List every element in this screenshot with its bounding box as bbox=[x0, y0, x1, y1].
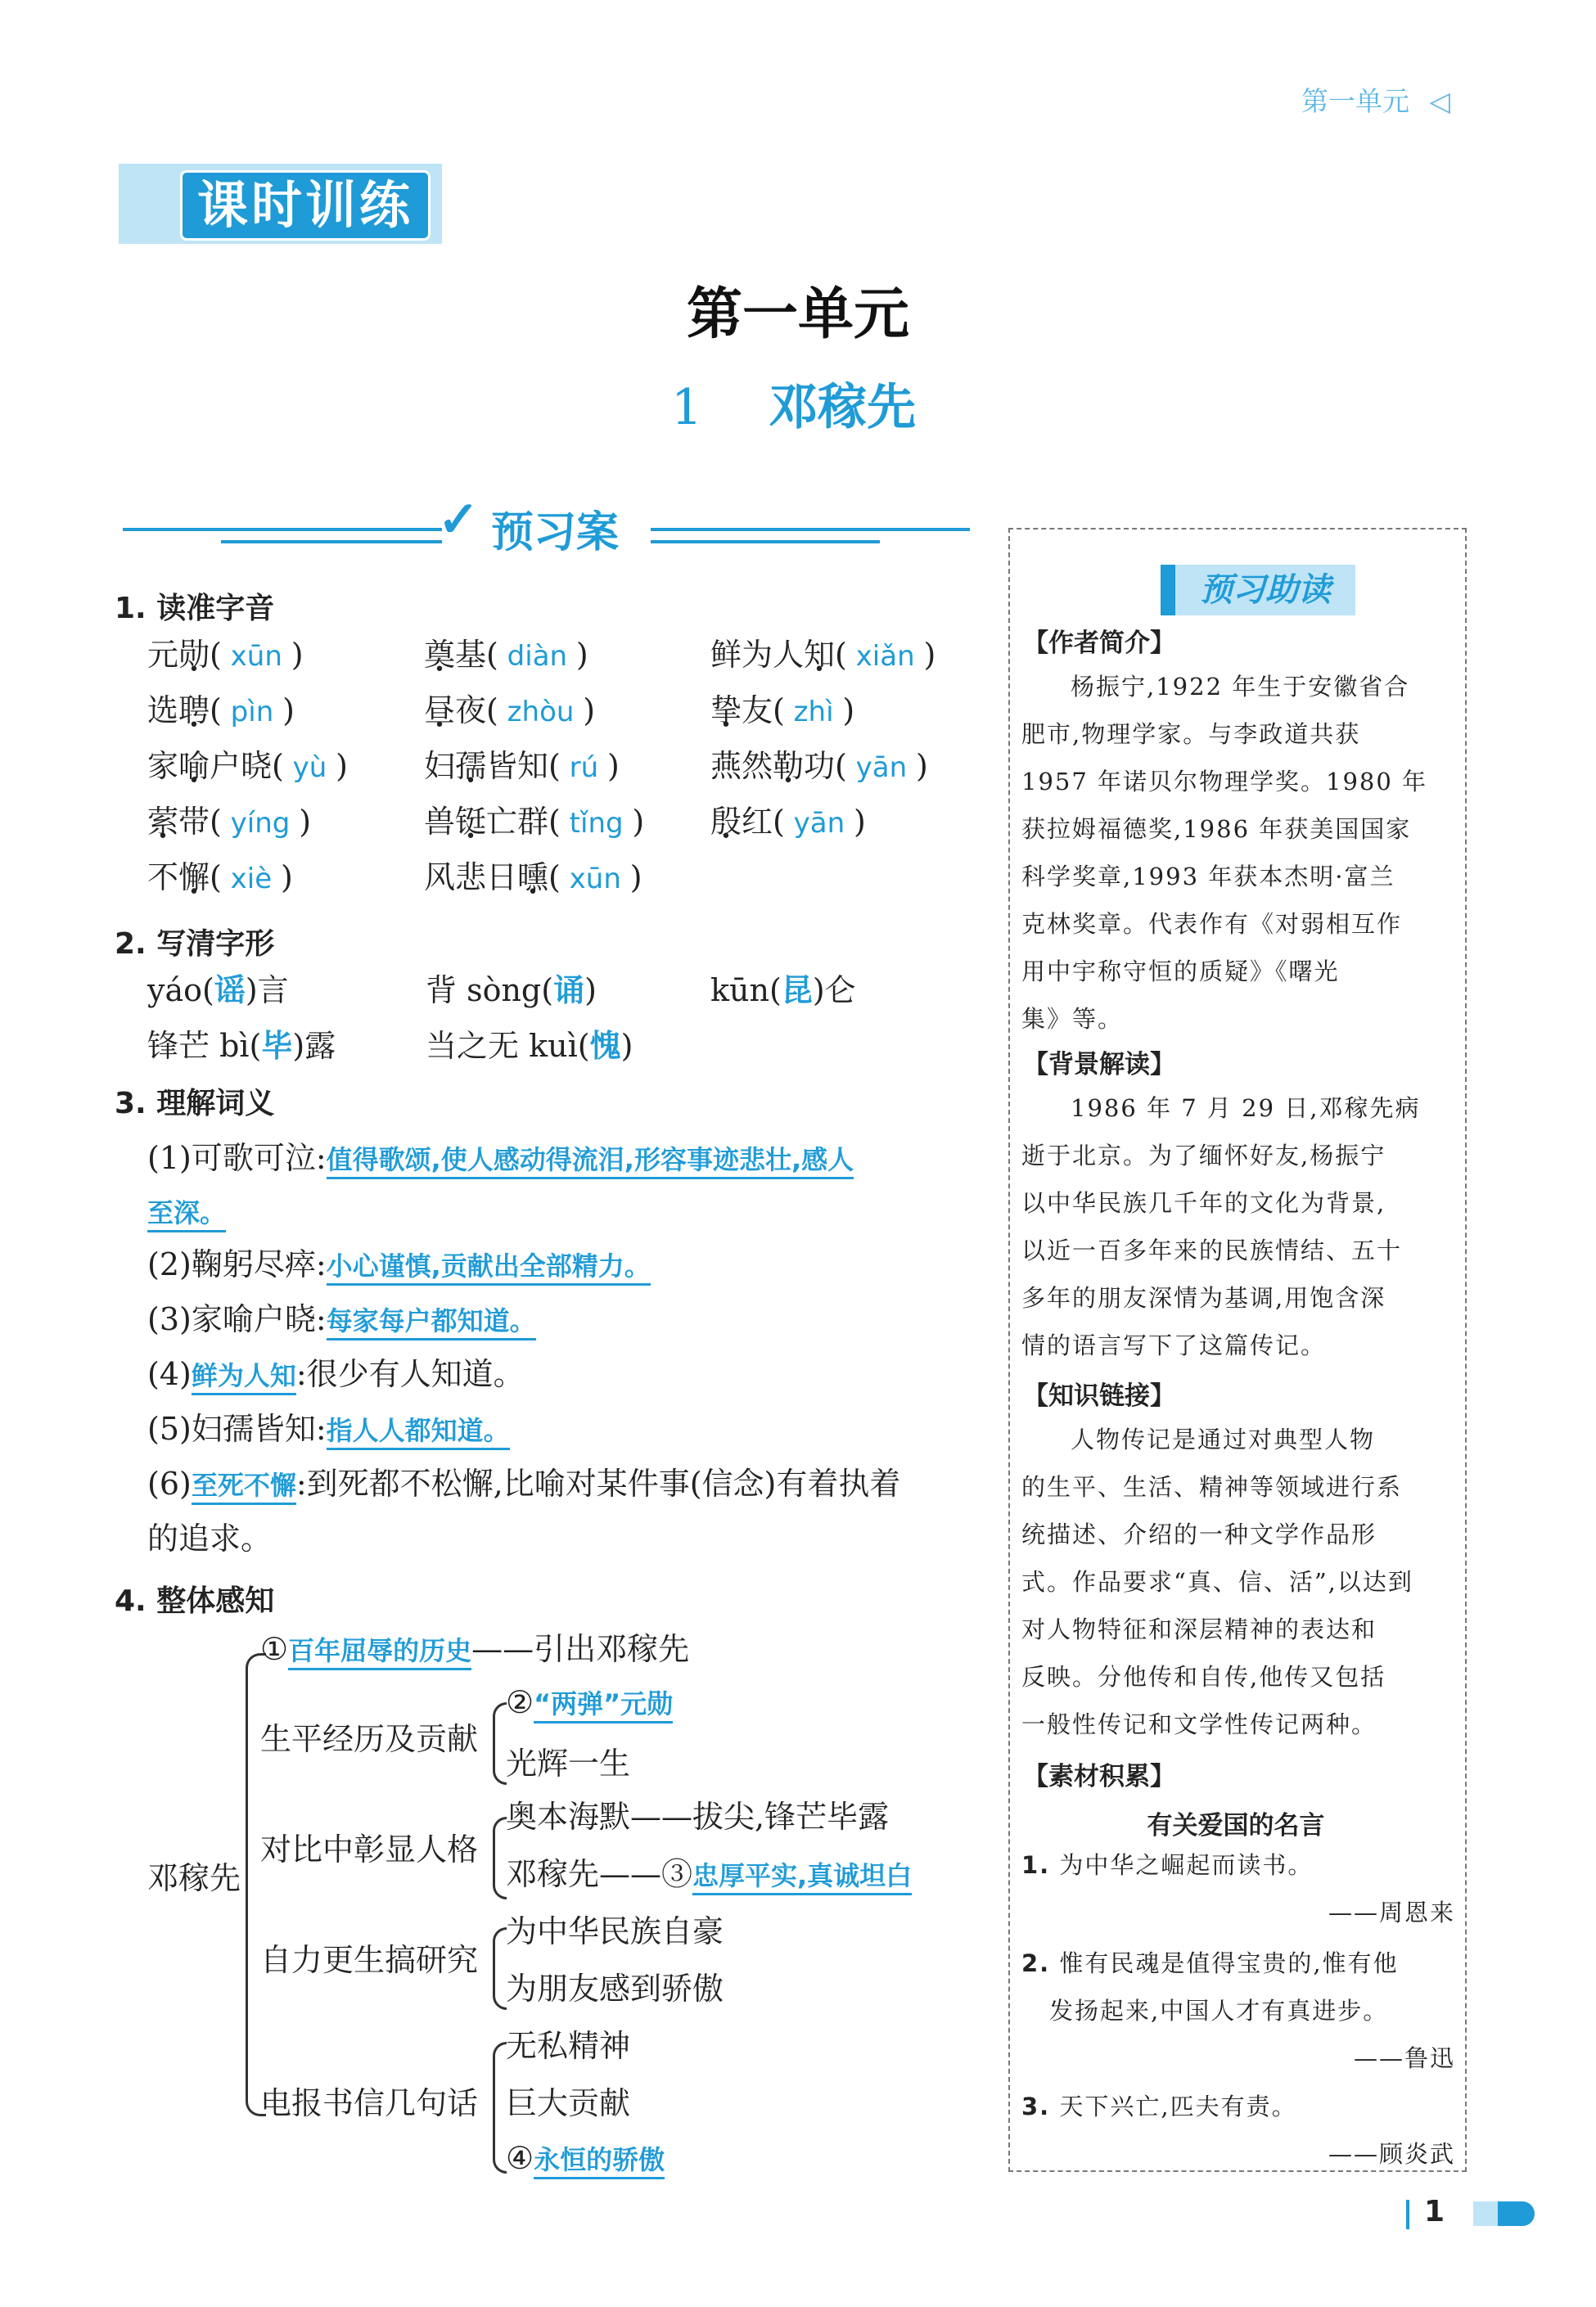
q2-item-pre: kūn( bbox=[710, 972, 782, 1008]
q1-item bbox=[710, 801, 866, 844]
q3-item-5 bbox=[147, 1408, 510, 1451]
q1-target-char: 铤 bbox=[455, 804, 487, 840]
sidebar-p3 bbox=[1021, 1416, 1455, 1748]
q3-answer: 至深。 bbox=[147, 1197, 226, 1232]
paren: ( bbox=[210, 692, 222, 728]
section-rule-left2 bbox=[221, 540, 442, 543]
q1-target-char: 勋 bbox=[178, 637, 210, 673]
quote-text: 天下兴亡,匹夫有责。 bbox=[1059, 2093, 1297, 2120]
q1-item bbox=[710, 634, 936, 677]
q1-target-char: 知 bbox=[804, 637, 836, 673]
q3-heading: 3. 理解词义 bbox=[115, 1087, 275, 1120]
q4-num: ② bbox=[506, 1684, 534, 1720]
paren: ( bbox=[486, 692, 498, 728]
q1-word-part: 鲜为人 bbox=[710, 637, 805, 673]
q4-answer: 百年屈辱的历史 bbox=[288, 1635, 471, 1670]
q4-branch-5-c3 bbox=[506, 2138, 665, 2180]
quote-2-line bbox=[1021, 1940, 1455, 1987]
q4-num: ① bbox=[260, 1631, 289, 1667]
q4-branch-3-c2 bbox=[506, 1854, 912, 1896]
paren: ) bbox=[282, 692, 295, 728]
sidebar-line: 式。作品要求“真、信、活”,以达到 bbox=[1021, 1568, 1413, 1596]
paren: ( bbox=[210, 859, 222, 895]
sidebar-line: 统描述、介绍的一种文学作品形 bbox=[1021, 1521, 1377, 1548]
paren: ( bbox=[548, 859, 561, 895]
q2-item-post: )言 bbox=[245, 972, 289, 1008]
sidebar-line: 科学奖章,1993 年获本杰明·富兰 bbox=[1021, 863, 1395, 890]
q1-pinyin-answer: zhì bbox=[784, 696, 843, 728]
q1-word-part: 户晓 bbox=[210, 748, 273, 784]
q4-branch-4-c1: 为中华民族自豪 bbox=[506, 1913, 724, 1949]
q2-item-pre: 背 sòng( bbox=[426, 972, 554, 1008]
quote-author: ——鲁迅 bbox=[1353, 2044, 1455, 2072]
sidebar-title-label: 预习助读 bbox=[1200, 571, 1331, 609]
q3-num: (6) bbox=[147, 1466, 192, 1502]
q1-target-char: 殷 bbox=[710, 804, 742, 840]
sidebar-h2: 【背景解读】 bbox=[1023, 1050, 1175, 1079]
quote-num: 3. bbox=[1021, 2093, 1051, 2120]
q1-item bbox=[147, 857, 293, 899]
q1-word-part: 元 bbox=[147, 637, 179, 673]
q4-text: ——引出邓稼先 bbox=[471, 1631, 690, 1667]
q4-num: ④ bbox=[506, 2140, 534, 2176]
paren: ( bbox=[548, 804, 561, 840]
sidebar-h4: 【素材积累】 bbox=[1023, 1762, 1175, 1791]
quote-num: 1. bbox=[1021, 1851, 1051, 1879]
quote-author: ——顾炎武 bbox=[1328, 2140, 1455, 2168]
q1-target-char: 聘 bbox=[178, 692, 210, 728]
q2-item-5 bbox=[426, 1025, 633, 1066]
sidebar-line: 1957 年诺贝尔物理学奖。1980 年 bbox=[1021, 768, 1428, 795]
check-icon: ✓ bbox=[438, 491, 480, 548]
unit-tag-label: 第一单元 bbox=[1301, 85, 1409, 117]
sidebar-line: 杨振宁,1922 年生于安徽省合 bbox=[1071, 673, 1410, 701]
q1-word-part: 不 bbox=[147, 859, 179, 895]
q3-answer: 鲜为人知 bbox=[192, 1360, 296, 1395]
q1-word-part: 功 bbox=[804, 748, 836, 784]
q1-word-part: 红 bbox=[742, 804, 773, 840]
lesson-title bbox=[671, 368, 916, 439]
quote-title: 有关爱国的名言 bbox=[1147, 1811, 1325, 1841]
q4-branch-1 bbox=[260, 1629, 689, 1671]
paren: ) bbox=[575, 637, 588, 673]
q1-heading: 1. 读准字音 bbox=[115, 592, 275, 625]
paren: ) bbox=[336, 748, 348, 784]
sidebar-line: 反映。分他传和自传,他传又包括 bbox=[1021, 1663, 1386, 1691]
paren: ( bbox=[835, 637, 847, 673]
q2-answer: 谣 bbox=[214, 972, 246, 1008]
q2-item-2 bbox=[426, 970, 597, 1011]
sidebar-line: 集》等。 bbox=[1021, 1005, 1124, 1033]
quote-text: 为中华之崛起而读书。 bbox=[1059, 1851, 1314, 1879]
paren: ) bbox=[607, 748, 620, 784]
q3-item-3 bbox=[147, 1299, 536, 1341]
unit-tag bbox=[1301, 80, 1450, 119]
q3-item-6b bbox=[147, 1518, 272, 1559]
q3-term: (1)可歌可泣: bbox=[147, 1140, 327, 1176]
q4-branch-2-c2: 光辉一生 bbox=[506, 1746, 631, 1782]
paren: ( bbox=[486, 637, 498, 673]
sidebar-line: 逝于北京。为了缅怀好友,杨振宁 bbox=[1021, 1142, 1386, 1169]
q1-item bbox=[147, 801, 311, 844]
q4-branch-3: 对比中彰显人格 bbox=[260, 1832, 479, 1868]
q1-pinyin-answer: tǐng bbox=[560, 807, 633, 840]
paren: ) bbox=[299, 804, 312, 840]
sidebar-h3: 【知识链接】 bbox=[1023, 1381, 1175, 1411]
q4-brace-5 bbox=[493, 2042, 507, 2174]
quote-3 bbox=[1021, 2083, 1455, 2178]
sidebar-line: 以近一百多年来的民族情结、五十 bbox=[1021, 1237, 1403, 1264]
q1-word-part: 带 bbox=[178, 804, 210, 840]
q2-item-3 bbox=[710, 970, 856, 1011]
section-title: 预习案 bbox=[491, 508, 620, 557]
q1-item bbox=[424, 634, 588, 677]
quote-author: ——周恩来 bbox=[1328, 1899, 1455, 1926]
q1-target-char: 喻 bbox=[178, 748, 210, 784]
quote-num: 2. bbox=[1021, 1949, 1051, 1977]
q1-target-char: 勒 bbox=[773, 748, 805, 784]
sidebar-line: 人物传记是通过对典型人物 bbox=[1071, 1426, 1376, 1453]
q1-pinyin-answer: yù bbox=[283, 751, 336, 784]
paren: ( bbox=[835, 748, 847, 784]
q4-heading: 4. 整体感知 bbox=[115, 1584, 275, 1618]
paren: ) bbox=[280, 859, 293, 895]
paren: ) bbox=[853, 804, 866, 840]
q4-branch-3-c1: 奥本海默——拔尖,锋芒毕露 bbox=[506, 1799, 890, 1835]
paren: ) bbox=[629, 859, 642, 895]
q4-answer: 忠厚平实,真诚坦白 bbox=[692, 1860, 912, 1895]
quote-text: 惟有民魂是值得宝贵的,惟有他 bbox=[1059, 1949, 1399, 1977]
q4-branch-5-c1: 无私精神 bbox=[506, 2028, 631, 2064]
quote-2 bbox=[1021, 1940, 1455, 2082]
q2-item-pre: 当之无 kuì( bbox=[426, 1028, 590, 1064]
q1-item bbox=[424, 690, 595, 732]
paren: ( bbox=[272, 748, 284, 784]
q4-branch-4-c2: 为朋友感到骄傲 bbox=[506, 1971, 724, 2007]
q3-term: (3)家喻户晓: bbox=[147, 1301, 327, 1337]
q1-target-char: 奠 bbox=[424, 637, 456, 673]
q1-target-char: 懈 bbox=[178, 859, 210, 895]
page-number: 1 bbox=[1424, 2195, 1445, 2228]
q1-word-part: 燕然 bbox=[710, 748, 773, 784]
paren: ( bbox=[210, 637, 222, 673]
quote-3-line bbox=[1021, 2083, 1455, 2130]
q3-answer: 每家每户都知道。 bbox=[327, 1305, 536, 1340]
q4-branch-2: 生平经历及贡献 bbox=[260, 1721, 479, 1757]
paren: ) bbox=[916, 748, 928, 784]
sidebar-line: 一般性传记和文学性传记两种。 bbox=[1021, 1710, 1377, 1738]
q1-pinyin-answer: xūn bbox=[221, 640, 291, 673]
q3-term: (2)鞠躬尽瘁: bbox=[147, 1246, 327, 1282]
paren: ) bbox=[923, 637, 936, 673]
q1-target-char: 昼 bbox=[424, 692, 456, 728]
sidebar-p1 bbox=[1021, 663, 1455, 1043]
q3-item-4 bbox=[147, 1354, 525, 1396]
sidebar-line: 情的语言写下了这篇传记。 bbox=[1021, 1331, 1327, 1359]
q2-item-post: ) bbox=[620, 1028, 633, 1064]
q3-def: :到死都不松懈,比喻对某件事(信念)有着执着 bbox=[295, 1466, 901, 1502]
q1-pinyin-answer: xiǎn bbox=[846, 640, 924, 673]
q4-branch-5-c2: 巨大贡献 bbox=[506, 2085, 631, 2121]
banner-label: 课时训练 bbox=[180, 170, 431, 241]
q2-answer: 昆 bbox=[781, 972, 813, 1008]
q1-item bbox=[710, 746, 928, 788]
sidebar-line: 克林奖章。代表作有《对弱相互作 bbox=[1021, 910, 1403, 938]
sidebar-title bbox=[1161, 565, 1355, 615]
q2-answer: 毕 bbox=[261, 1028, 293, 1064]
q3-item-1b bbox=[147, 1191, 226, 1233]
q1-target-char: 萦 bbox=[147, 804, 179, 840]
section-rule-right2 bbox=[651, 540, 880, 543]
q1-pinyin-answer: xūn bbox=[560, 863, 630, 895]
unit-title: 第一单元 bbox=[686, 282, 909, 347]
q1-pinyin-answer: pìn bbox=[221, 696, 283, 728]
paren: ( bbox=[773, 804, 785, 840]
q3-item-1 bbox=[147, 1138, 854, 1180]
q1-item bbox=[424, 801, 644, 844]
q4-branch-4: 自力更生搞研究 bbox=[260, 1942, 479, 1978]
q1-word-part: 基 bbox=[455, 637, 487, 673]
q1-word-part: 兽 bbox=[424, 804, 456, 840]
page-tab-accent bbox=[1498, 2201, 1535, 2226]
sidebar-line: 用中宇称守恒的质疑》《曙光 bbox=[1021, 957, 1340, 985]
q4-brace-3 bbox=[493, 1817, 507, 1899]
q1-item bbox=[147, 690, 295, 732]
q1-target-char: 曛 bbox=[517, 859, 549, 895]
q1-word-part: 亡群 bbox=[486, 804, 549, 840]
sidebar-line: 多年的朋友深情为基调,用饱含深 bbox=[1021, 1284, 1386, 1312]
section-rule-left bbox=[123, 528, 442, 531]
q4-branch-2-c1 bbox=[506, 1682, 673, 1724]
q3-answer: 值得歌颂,使人感动得流泪,形容事迹悲壮,感人 bbox=[327, 1144, 854, 1179]
paren: ) bbox=[583, 692, 596, 728]
sidebar-line: 的生平、生活、精神等领域进行系 bbox=[1021, 1473, 1403, 1501]
q3-def-cont: 的追求。 bbox=[147, 1521, 273, 1557]
q4-branch-5: 电报书信几句话 bbox=[260, 2085, 479, 2121]
q3-answer: 指人人都知道。 bbox=[327, 1415, 510, 1450]
q1-item bbox=[424, 857, 642, 899]
q2-heading: 2. 写清字形 bbox=[115, 927, 275, 961]
sidebar-line: 1986 年 7 月 29 日,邓稼先病 bbox=[1071, 1094, 1421, 1122]
q2-answer: 愧 bbox=[589, 1028, 621, 1064]
q2-answer: 诵 bbox=[553, 972, 585, 1008]
q4-answer: “两弹”元勋 bbox=[534, 1688, 673, 1723]
sidebar-line: 对人物特征和深层精神的表达和 bbox=[1021, 1615, 1377, 1643]
q1-word-part: 皆知 bbox=[486, 748, 549, 784]
q3-def: :很少有人知道。 bbox=[295, 1356, 525, 1392]
sidebar-p2 bbox=[1021, 1084, 1455, 1369]
q1-word-part: 妇 bbox=[424, 748, 456, 784]
q1-word-part: 风悲日 bbox=[424, 859, 518, 895]
q3-item-2 bbox=[147, 1244, 651, 1286]
quote-1 bbox=[1021, 1841, 1455, 1936]
q3-item-6 bbox=[147, 1463, 900, 1506]
sidebar-line: 以中华民族几千年的文化为背景, bbox=[1021, 1189, 1386, 1217]
q1-pinyin-answer: yíng bbox=[221, 807, 300, 840]
q1-item bbox=[147, 746, 348, 788]
page-number-bar bbox=[1406, 2200, 1409, 2229]
q1-word-part: 夜 bbox=[455, 692, 487, 728]
sidebar-line: 获拉姆福德奖,1986 年获美国国家 bbox=[1021, 815, 1412, 843]
q3-num: (4) bbox=[147, 1356, 192, 1392]
lesson-banner bbox=[119, 164, 442, 244]
q2-item-post: ) bbox=[584, 972, 597, 1008]
paren: ) bbox=[291, 637, 304, 673]
q1-pinyin-answer: zhòu bbox=[498, 696, 584, 728]
paren: ) bbox=[632, 804, 645, 840]
q2-item-post: )露 bbox=[292, 1028, 336, 1064]
q1-item bbox=[710, 690, 854, 732]
q4-brace-2 bbox=[493, 1702, 507, 1785]
q1-pinyin-answer: diàn bbox=[498, 640, 576, 673]
lesson-name: 邓稼先 bbox=[769, 379, 917, 436]
q1-word-part: 选 bbox=[147, 692, 179, 728]
q1-word-part: 友 bbox=[742, 692, 773, 728]
q4-answer: 永恒的骄傲 bbox=[534, 2144, 665, 2179]
sidebar-h1: 【作者简介】 bbox=[1023, 629, 1175, 658]
quote-1-line bbox=[1021, 1841, 1455, 1889]
q4-root: 邓稼先 bbox=[147, 1860, 241, 1896]
section-rule-right bbox=[651, 528, 970, 531]
paren: ( bbox=[210, 804, 222, 840]
q1-pinyin-answer: yān bbox=[784, 807, 854, 840]
q1-target-char: 挚 bbox=[710, 692, 742, 728]
q1-item bbox=[147, 634, 304, 677]
q3-term: (5)妇孺皆知: bbox=[147, 1411, 327, 1447]
quote-text: 发扬起来,中国人才有真进步。 bbox=[1049, 1997, 1389, 2025]
q1-pinyin-answer: rú bbox=[560, 751, 608, 784]
q2-item-1 bbox=[147, 970, 289, 1011]
q3-answer: 小心谨慎,贡献出全部精力。 bbox=[327, 1250, 651, 1286]
q2-item-pre: yáo( bbox=[147, 972, 214, 1008]
q3-answer: 至死不懈 bbox=[192, 1470, 296, 1505]
q1-item bbox=[424, 746, 620, 788]
q2-item-4 bbox=[147, 1025, 336, 1066]
q1-target-char: 孺 bbox=[455, 748, 487, 784]
q4-brace-4 bbox=[493, 1927, 507, 2010]
q2-item-post: )仑 bbox=[812, 972, 856, 1008]
triangle-left-icon: ◁ bbox=[1429, 85, 1450, 117]
sidebar-line: 肥市,物理学家。与李政道共获 bbox=[1021, 720, 1361, 748]
q1-pinyin-answer: xiè bbox=[221, 863, 281, 895]
paren: ) bbox=[842, 692, 855, 728]
q1-word-part: 家 bbox=[147, 748, 179, 784]
lesson-number: 1 bbox=[671, 379, 703, 436]
q4-text: 邓稼先——③ bbox=[506, 1856, 693, 1892]
paren: ( bbox=[773, 692, 785, 728]
q1-pinyin-answer: yān bbox=[846, 751, 916, 784]
q2-item-pre: 锋芒 bì( bbox=[147, 1028, 262, 1064]
paren: ( bbox=[548, 748, 561, 784]
